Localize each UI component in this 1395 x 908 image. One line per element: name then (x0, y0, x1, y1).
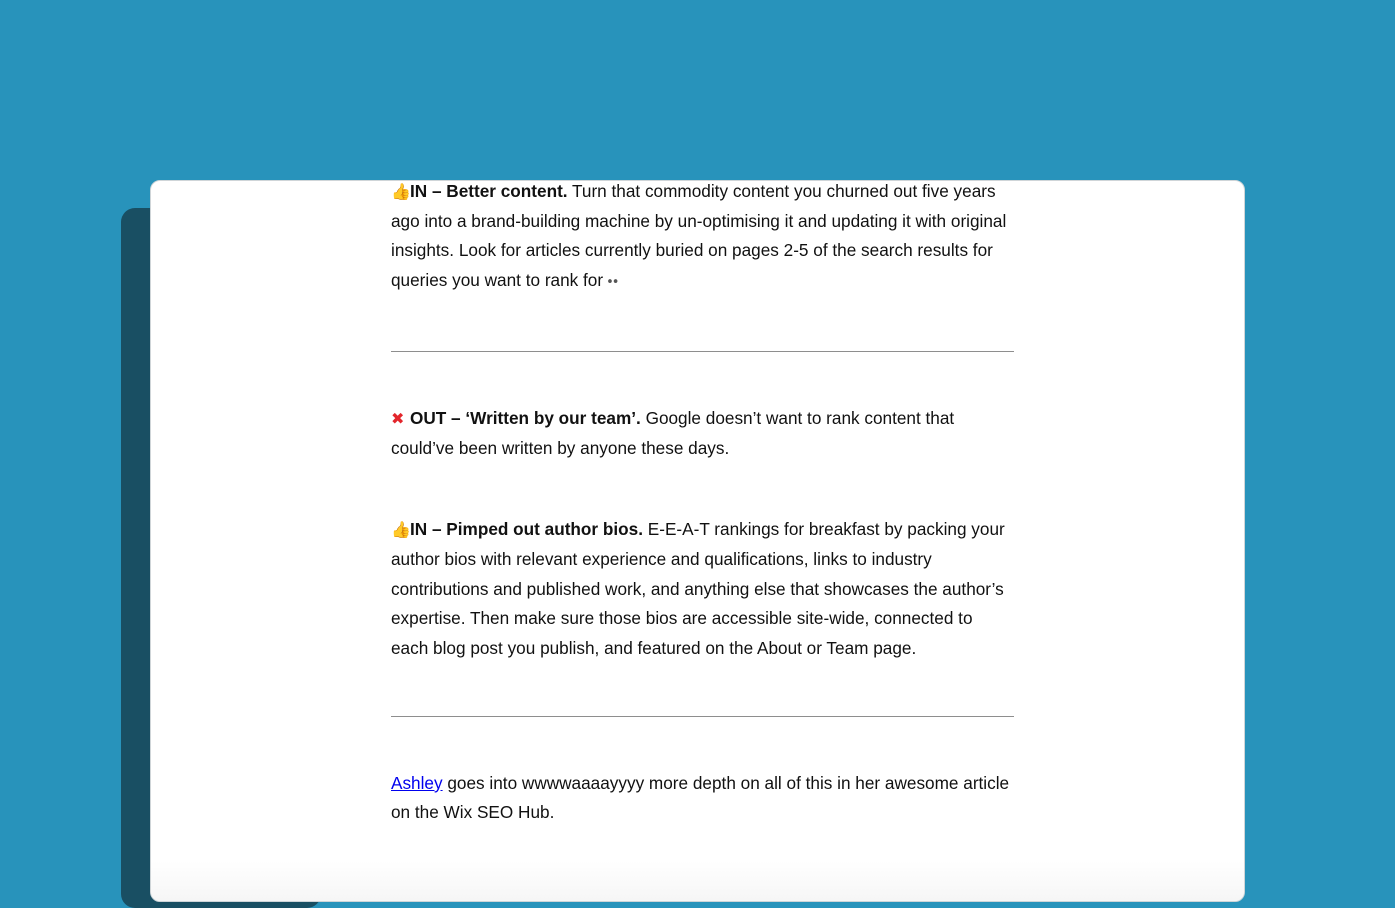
section-heading: IN – Better content. (410, 181, 568, 201)
ashley-link[interactable]: Ashley (391, 772, 443, 793)
thumbs-up-icon: 👍 (391, 182, 411, 201)
thumbs-up-icon: 👍 (391, 520, 411, 540)
section-better-content (391, 180, 1014, 298)
section-text: Google doesn’t want to rank content that could’ve been written by anyone these days. (391, 407, 955, 458)
section-text: E-E-A-T rankings for breakfast by packing your author bios with relevant experience and qualifications, links to industry contributions and published work, and anything else that showcases the author’s expertise. Then make sure those bios are accessible site-wide, connected to each blog post you publish, and featured on the About or Team page. (391, 519, 1005, 659)
article-body (391, 180, 1014, 828)
section-heading: OUT – ‘Written by our team’. (410, 407, 641, 428)
section-author-bios (391, 515, 1014, 664)
eyes-icon: •• (606, 275, 618, 291)
bottom-fade (151, 861, 1244, 901)
closing-text: goes into wwwwaaaayyyy more depth on all of this in her awesome article on the Wix SEO Hub. (391, 772, 1010, 823)
email-content-card (150, 180, 1245, 902)
cross-mark-icon: ✖ (391, 408, 405, 428)
closing-paragraph (391, 769, 1014, 828)
section-heading: IN – Pimped out author bios. (410, 519, 643, 540)
section-written-by-team (391, 404, 1014, 463)
section-text: Turn that commodity content you churned out five years ago into a brand-building machine by un-optimising it and updating it with original insights. Look for articles currently buried on pages 2-5 of the search results for queries you want to rank for (391, 181, 1007, 291)
